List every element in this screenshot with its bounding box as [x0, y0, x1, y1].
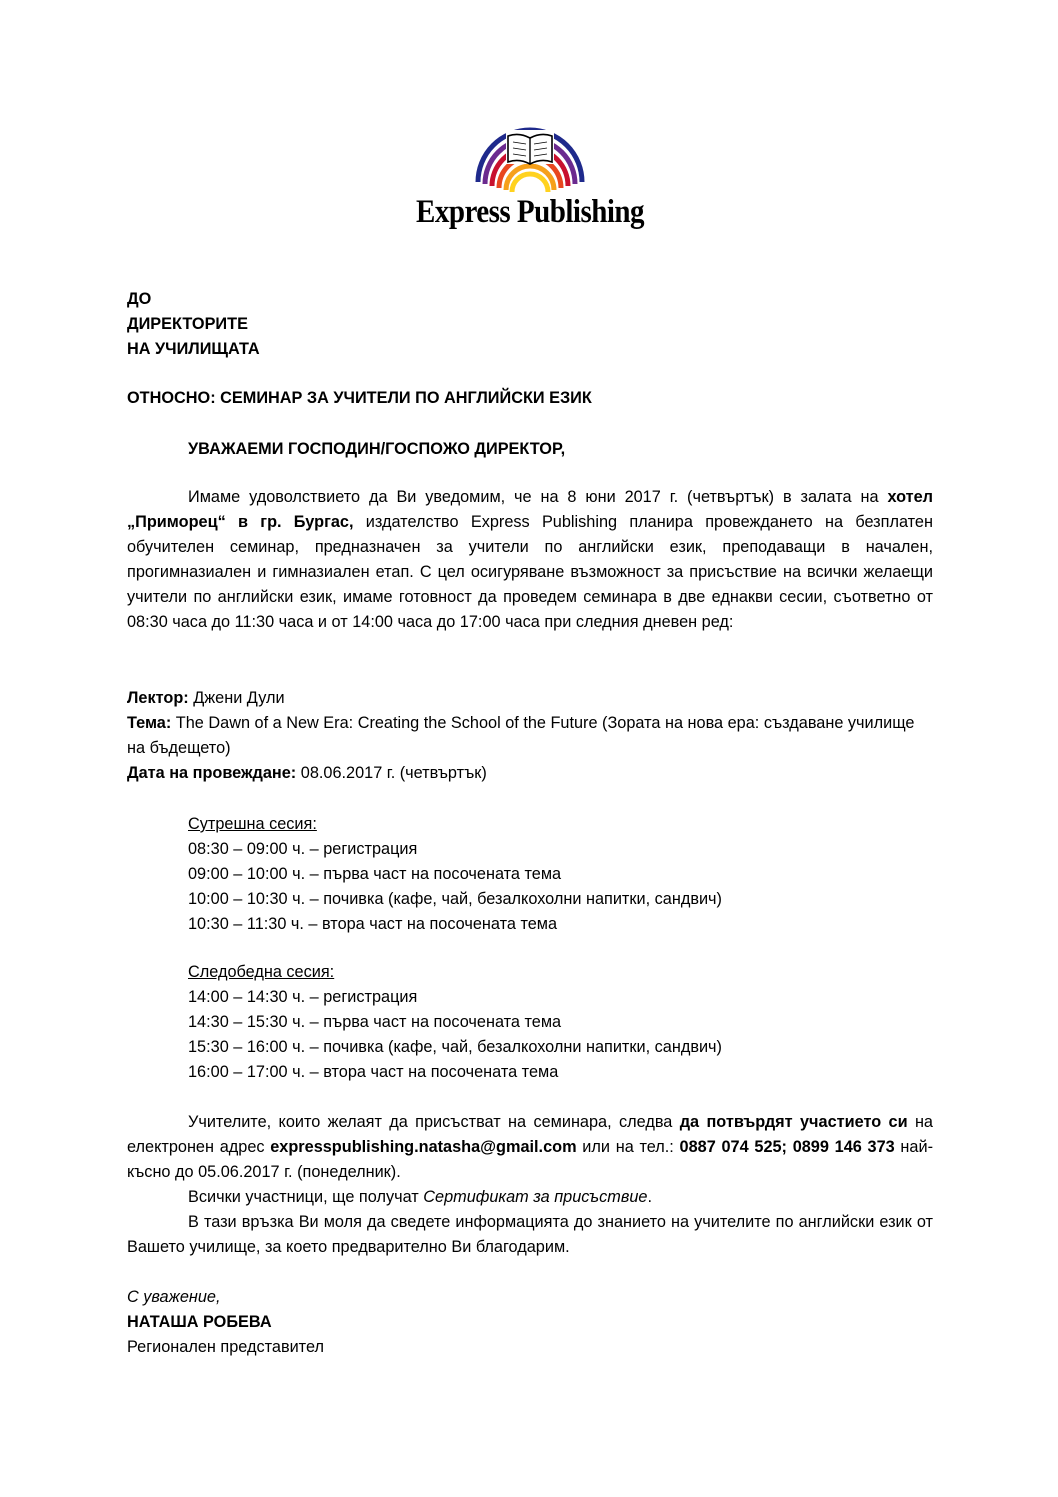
topic-value: The Dawn of a New Era: Creating the School of the Future (Зората на нова ера: създаване училище на бъдещето) — [127, 714, 915, 757]
intro-paragraph — [127, 485, 933, 635]
schedule-item: 14:30 – 15:30 ч. – първа част на посочената тема — [188, 1013, 562, 1031]
confirm-text: или на тел.: — [576, 1138, 680, 1156]
confirm-emphasis: да потвърдят участието си — [679, 1113, 908, 1131]
recipient-line: ДО — [127, 290, 152, 308]
venue-text: хотел „Приморец“ в гр. Бургас, — [127, 488, 933, 531]
morning-session — [188, 812, 722, 937]
lecturer-value: Джени Дули — [188, 689, 285, 707]
brand-name: Express Publishing — [415, 194, 645, 230]
recipient-line: ДИРЕКТОРИТЕ — [127, 315, 248, 333]
signature-block — [127, 1285, 933, 1360]
phone-numbers: 0887 074 525; 0899 146 373 — [679, 1138, 895, 1156]
certificate-text: . — [647, 1188, 653, 1206]
session-title: Следобедна сесия: — [188, 963, 335, 981]
subject-line: ОТНОСНО: СЕМИНАР ЗА УЧИТЕЛИ ПО АНГЛИЙСКИ ЕЗИК — [127, 389, 592, 407]
date-label: Дата на провеждане: — [127, 764, 297, 782]
schedule-item: 16:00 – 17:00 ч. – втора част на посочената тема — [188, 1063, 559, 1081]
schedule-item: 14:00 – 14:30 ч. – регистрация — [188, 988, 418, 1006]
schedule-item: 10:00 – 10:30 ч. – почивка (кафе, чай, безалкохолни напитки, сандвич) — [188, 890, 722, 908]
regards: С уважение, — [127, 1288, 221, 1306]
seminar-details — [127, 686, 933, 786]
schedule-item: 10:30 – 11:30 ч. – втора част на посочената тема — [188, 915, 558, 933]
confirm-text: най-късно до 05.06.2017 г. (понеделник). — [127, 1138, 933, 1181]
confirmation-paragraph — [127, 1110, 933, 1260]
signer-name: НАТАША РОБЕВА — [127, 1313, 272, 1331]
salutation: УВАЖАЕМИ ГОСПОДИН/ГОСПОЖО ДИРЕКТОР, — [188, 440, 566, 458]
open-book-rainbow-icon — [470, 124, 590, 194]
schedule-item: 09:00 – 10:00 ч. – първа част на посочената тема — [188, 865, 562, 883]
closing-paragraph: В тази връзка Ви моля да сведете информацията до знанието на учителите по английски език от Вашето училище, за което предварително Ви благодарим. — [127, 1213, 933, 1256]
date-value: 08.06.2017 г. (четвъртък) — [296, 764, 487, 782]
lecturer-label: Лектор: — [127, 689, 189, 707]
schedule-item: 08:30 – 09:00 ч. – регистрация — [188, 840, 418, 858]
confirm-text: Учителите, които желаят да присъстват на семинара, следва — [188, 1113, 680, 1131]
email-address[interactable]: expresspublishing.natasha@gmail.com — [270, 1138, 577, 1156]
schedule-item: 15:30 – 16:00 ч. – почивка (кафе, чай, безалкохолни напитки, сандвич) — [188, 1038, 722, 1056]
company-logo — [400, 124, 660, 244]
topic-label: Тема: — [127, 714, 172, 732]
intro-text: Имаме удоволствието да Ви уведомим, че на 8 юни 2017 г. (четвъртък) в залата на — [188, 488, 888, 506]
recipient-block — [127, 287, 933, 362]
signer-title: Регионален представител — [127, 1338, 324, 1356]
certificate-text: Всички участници, ще получат — [188, 1188, 424, 1206]
certificate-name: Сертификат за присъствие — [423, 1188, 648, 1206]
recipient-line: НА УЧИЛИЩАТА — [127, 340, 260, 358]
afternoon-session — [188, 960, 722, 1085]
confirm-text: на електронен адрес — [127, 1113, 933, 1156]
intro-text: издателство Express Publishing планира провеждането на безплатен обучителен семинар, предназначен за учители по английски език, преподаващи в начален, прогимназиален и гимназиален етап. С цел осигуряване възможност за присъствие на всички желаещи учители по английски език, имаме готовност да проведем семинара в две еднакви сесии, съответно от 08:30 часа до 11:30 часа и от 14:00 часа до 17:00 часа при следния дневен ред: — [127, 513, 933, 631]
session-title: Сутрешна сесия: — [188, 815, 317, 833]
